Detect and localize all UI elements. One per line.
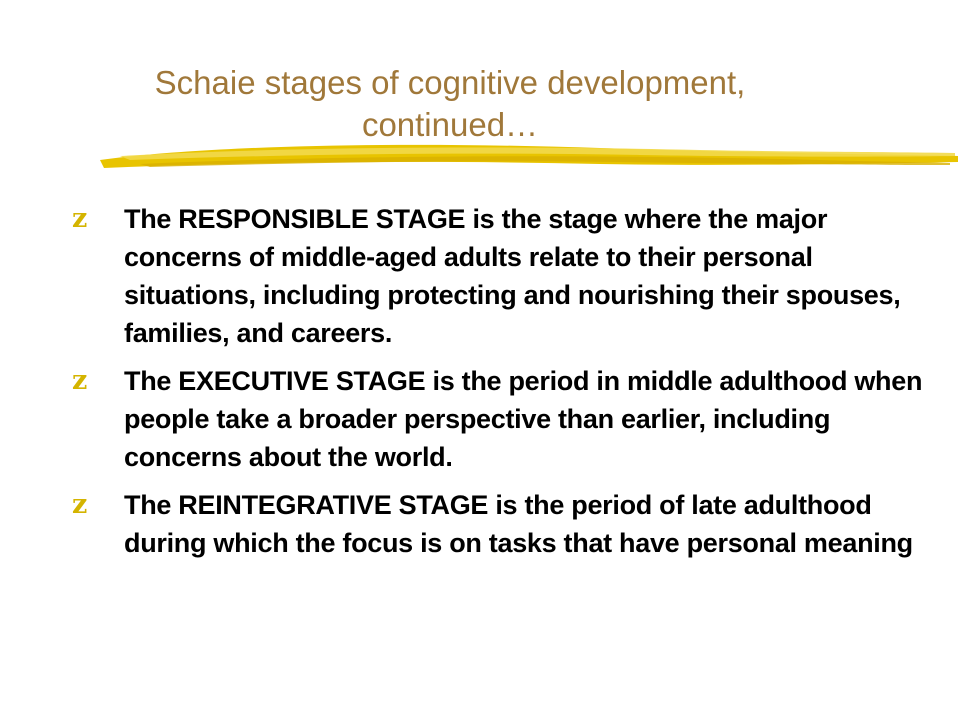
bullet-marker: z (72, 489, 88, 520)
bullet-text: The REINTEGRATIVE STAGE is the period of late adulthood during which the focus is on tasks that have personal meaning (124, 490, 913, 558)
bullet-item (72, 200, 932, 352)
slide-title-line-2: continued… (361, 106, 539, 143)
bullet-marker: z (72, 365, 88, 396)
bullet-list (72, 200, 932, 572)
bullet-item (72, 362, 932, 476)
slide-title-line-1: Schaie stages of cognitive development, (154, 64, 746, 101)
bullet-text: The EXECUTIVE STAGE is the period in middle adulthood when people take a broader perspective than earlier, including concerns about the world. (124, 366, 923, 472)
bullet-text: The RESPONSIBLE STAGE is the stage where the major concerns of middle-aged adults relate to their personal situations, including protecting and nourishing their spouses, families, and careers. (124, 204, 901, 348)
bullet-marker: z (72, 203, 88, 234)
bullet-item (72, 486, 932, 562)
slide-title (60, 62, 840, 146)
title-brush-stroke (0, 138, 960, 178)
